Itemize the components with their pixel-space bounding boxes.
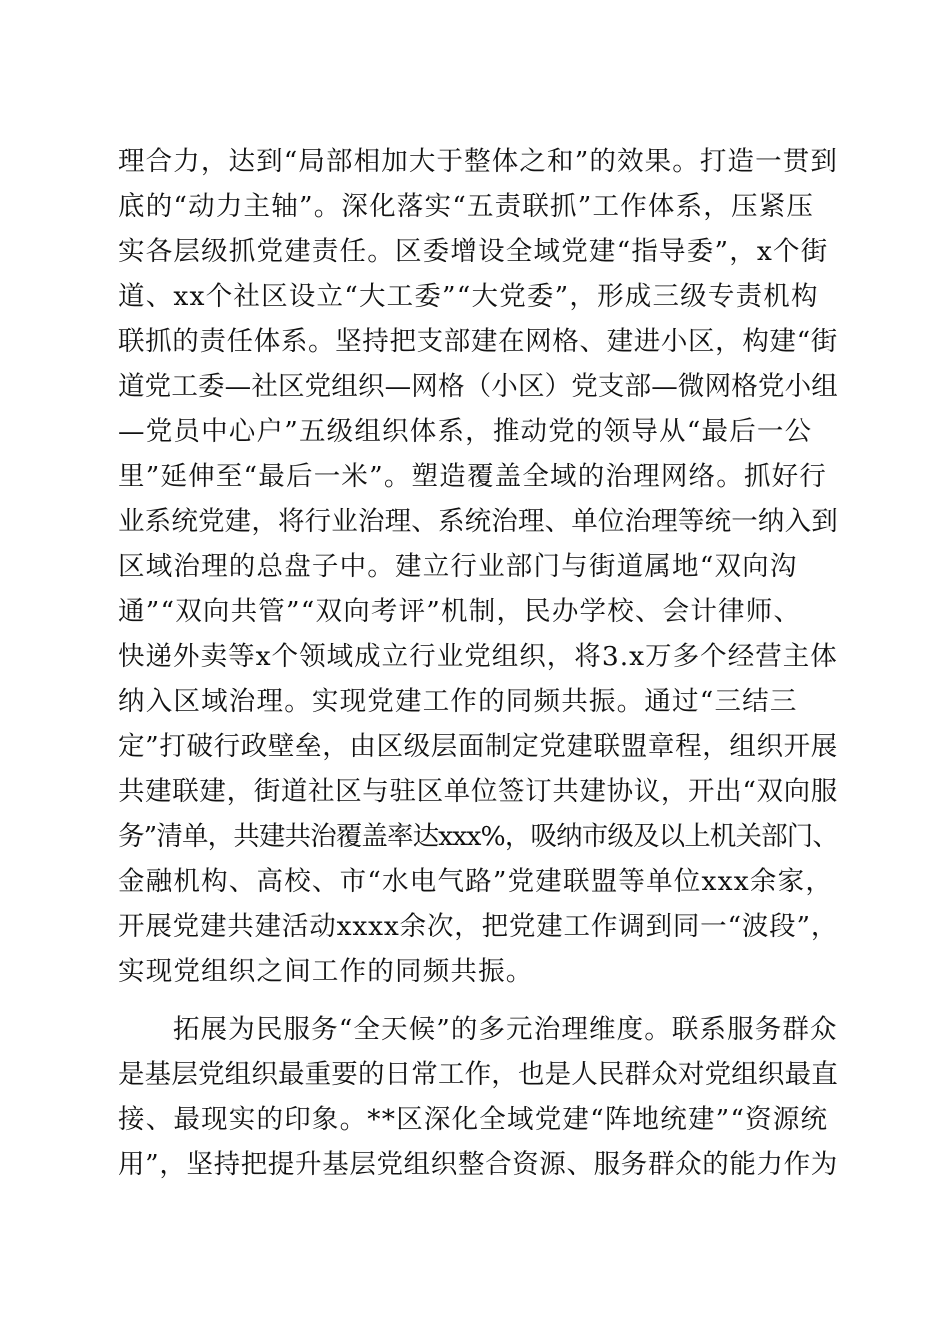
text-line: 用”，坚持把提升基层党组织整合资源、服务群众的能力作为 [118,1149,838,1180]
text-line: —党员中心户”五级组织体系，推动党的领导从“最后一公 [118,416,813,447]
text-line: 底的“动力主轴”。深化落实“五责联抓”工作体系，压紧压 [118,191,815,222]
text-line: 金融机构、高校、市“水电气路”党建联盟等单位xxx余家， [118,866,834,897]
text-line: 实现党组织之间工作的同频共振。 [118,956,534,987]
text-line: 联抓的责任体系。坚持把支部建在网格、建进小区，构建“街 [118,326,838,357]
text-line: 实各层级抓党建责任。区委增设全域党建“指导委”，x个街 [118,236,829,267]
text-line: 接、最现实的印象。**区深化全域党建“阵地统建”“资源统 [118,1104,829,1135]
text-line: 快递外卖等x个领域成立行业党组织，将3.x万多个经营主体 [118,641,838,672]
text-line: 区域治理的总盘子中。建立行业部门与街道属地“双向沟 [118,551,798,582]
text-line: 共建联建，街道社区与驻区单位签订共建协议，开出“双向服 [118,776,838,807]
text-line: 是基层党组织最重要的日常工作，也是人民群众对党组织最直 [118,1059,838,1090]
text-line: 纳入区域治理。实现党建工作的同频共振。通过“三结三 [118,686,798,717]
text-line: 业系统党建，将行业治理、系统治理、单位治理等统一纳入到 [118,506,838,537]
text-line: 通”“双向共管”“双向考评”机制，民办学校、会计律师、 [118,596,802,627]
text-line: 理合力，达到“局部相加大于整体之和”的效果。打造一贯到 [118,146,838,177]
text-line: 开展党建共建活动xxxx余次，把党建工作调到同一“波段”， [118,911,839,942]
paragraph-first-line: 拓展为民服务“全天候”的多元治理维度。联系服务群众 [173,1014,838,1045]
text-line: 里”延伸至“最后一米”。塑造覆盖全域的治理网络。抓好行 [118,461,828,492]
text-line: 务”清单，共建共治覆盖率达xxx%，吸纳市级及以上机关部门、 [118,821,839,852]
text-line: 道党工委—社区党组织—网格（小区）党支部—微网格党小组 [118,371,838,402]
text-line: 定”打破行政壁垒，由区级层面制定党建联盟章程，组织开展 [118,731,838,762]
text-line: 道、xx个社区设立“大工委”“大党委”，形成三级专责机构 [118,281,819,312]
